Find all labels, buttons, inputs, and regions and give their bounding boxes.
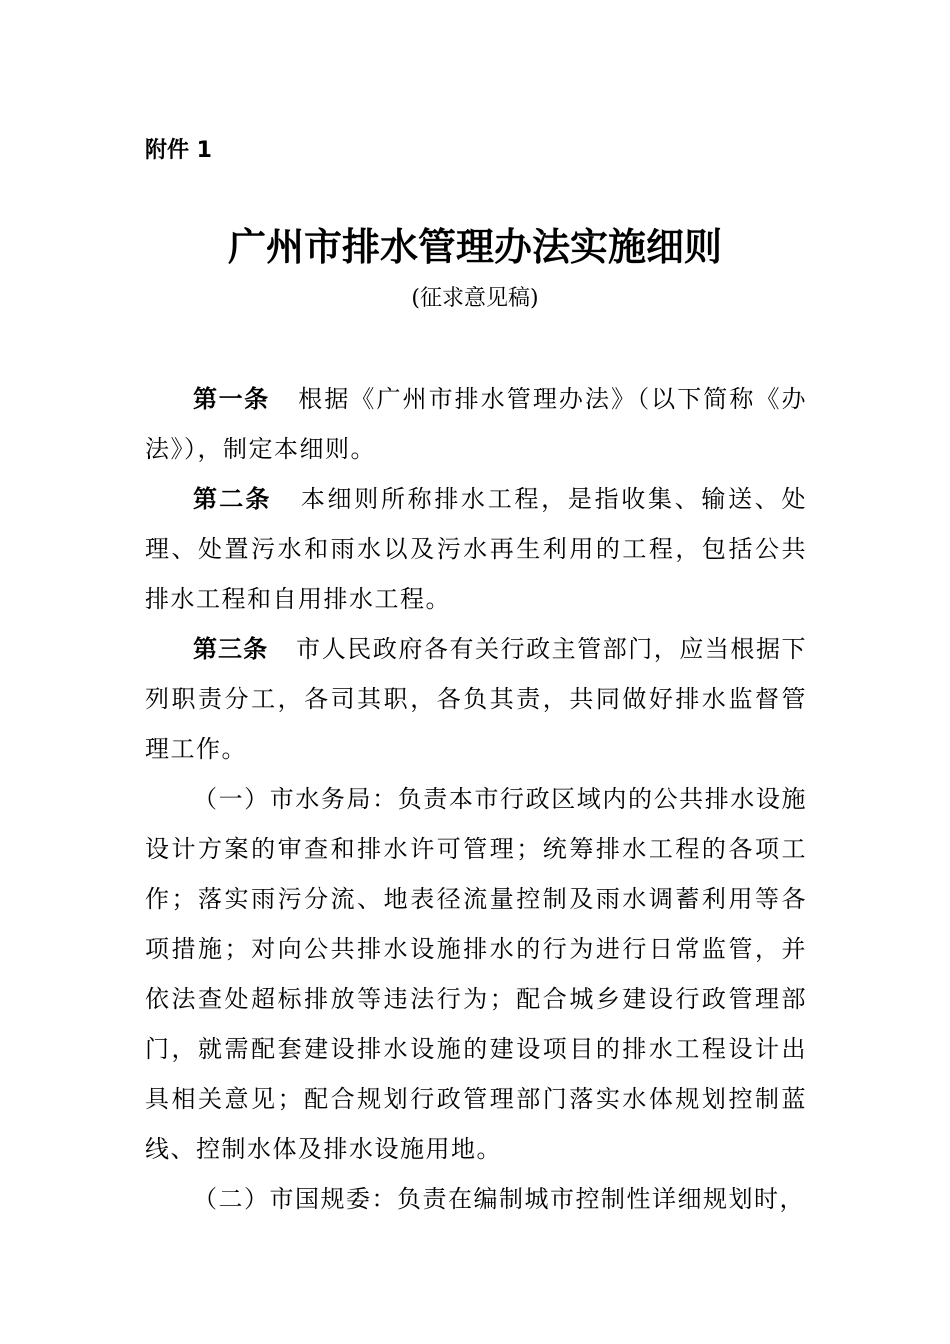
document-title: 广州市排水管理办法实施细则 [227, 224, 722, 269]
clause-text: （二）市国规委：负责在编制城市控制性详细规划时， [193, 1185, 805, 1213]
article-3 [145, 624, 807, 774]
article-2 [145, 474, 807, 624]
document-body [145, 374, 807, 1224]
document-subtitle: (征求意见稿) [411, 286, 539, 311]
clause-2 [145, 1174, 807, 1224]
article-text: 本细则所称排水工程，是指收集、输送、处理、处置污水和雨水以及污水再生利用的工程，包括公共排水工程和自用排水工程。 [145, 485, 808, 613]
article-number: 第一条 [193, 385, 270, 413]
article-number: 第三条 [193, 635, 269, 663]
attachment-label: 附件 1 [145, 138, 212, 163]
article-number: 第二条 [193, 485, 272, 513]
article-1 [145, 374, 807, 474]
clause-text: （一）市水务局：负责本市行政区域内的公共排水设施设计方案的审查和排水许可管理；统筹排水工程的各项工作；落实雨污分流、地表径流量控制及雨水调蓄利用等各项措施；对向公共排水设施排水的行为进行日常监管，并依法查处超标排放等违法行为；配合城乡建设行政管理部门，就需配套建设排水设施的建设项目的排水工程设计出具相关意见；配合规划行政管理部门落实水体规划控制蓝线、控制水体及排水设施用地。 [145, 785, 807, 1163]
article-text: 市人民政府各有关行政主管部门，应当根据下列职责分工，各司其职，各负其责，共同做好排水监督管理工作。 [145, 635, 808, 763]
article-text: 根据《广州市排水管理办法》（以下简称《办法》），制定本细则。 [145, 385, 808, 463]
clause-1 [145, 774, 807, 1174]
